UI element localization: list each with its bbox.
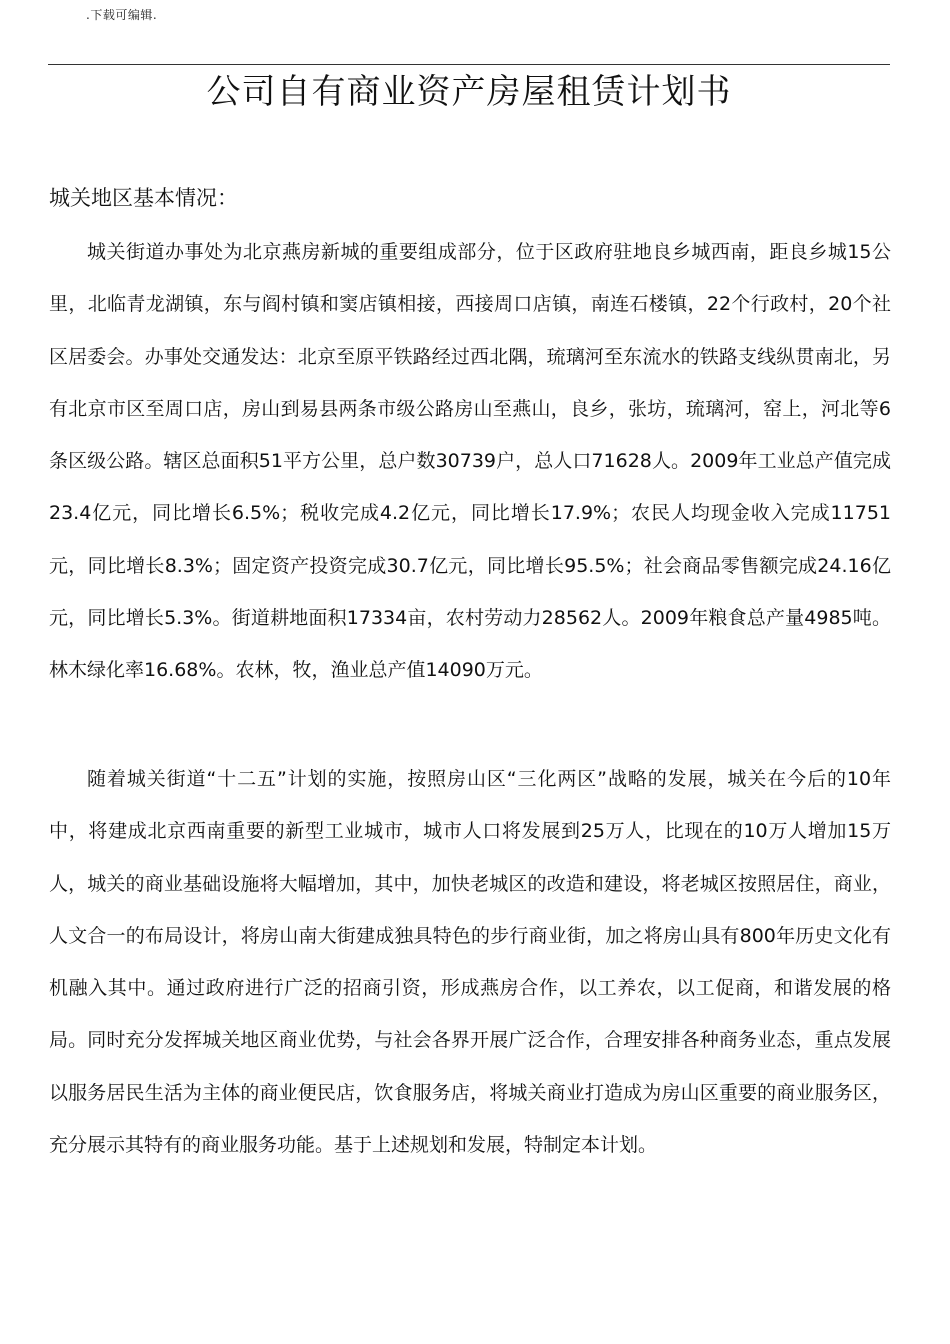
paragraph-basic-info: 城关街道办事处为北京燕房新城的重要组成部分，位于区政府驻地良乡城西南，距良乡城15公里，北临青龙湖镇，东与阎村镇和窦店镇相接，西接周口店镇，南连石楼镇，22个行政村，20个社区居委会。办事处交通发达：北京至原平铁路经过西北隅，琉璃河至东流水的铁路支线纵贯南北，另有北京市区至周口店，房山到易县两条市级公路房山至燕山，良乡，张坊，琉璃河，窑上，河北等6条区级公路。辖区总面积51平方公里，总户数30739户，总人口71628人。2009年工业总产值完成23.4亿元，同比增长6.5%；税收完成4.2亿元，同比增长17.9%；农民人均现金收入完成11751元，同比增长8.3%；固定资产投资完成30.7亿元，同比增长95.5%；社会商品零售额完成24.16亿元，同比增长5.3%。街道耕地面积17334亩，农村劳动力28562人。2009年粮食总产量4985吨。林木绿化率16.68%。农林，牧，渔业总产值14090万元。 [49, 241, 891, 682]
document-title: 公司自有商业资产房屋租赁计划书 [206, 72, 732, 112]
section-heading: 城关地区基本情况： [49, 186, 238, 210]
header-divider [48, 64, 890, 65]
header-note: .下载可编辑. [86, 8, 158, 22]
paragraph-development-plan: 随着城关街道“十二五”计划的实施，按照房山区“三化两区”战略的发展，城关在今后的10年中，将建成北京西南重要的新型工业城市，城市人口将发展到25万人，比现在的10万人增加15万人，城关的商业基础设施将大幅增加，其中，加快老城区的改造和建设，将老城区按照居住，商业，人文合一的布局设计，将房山南大街建成独具特色的步行商业街，加之将房山具有800年历史文化有机融入其中。通过政府进行广泛的招商引资，形成燕房合作，以工养农，以工促商，和谐发展的格局。同时充分发挥城关地区商业优势，与社会各界开展广泛合作，合理安排各种商务业态，重点发展以服务居民生活为主体的商业便民店，饮食服务店，将城关商业打造成为房山区重要的商业服务区，充分展示其特有的商业服务功能。基于上述规划和发展，特制定本计划。 [49, 768, 891, 1157]
